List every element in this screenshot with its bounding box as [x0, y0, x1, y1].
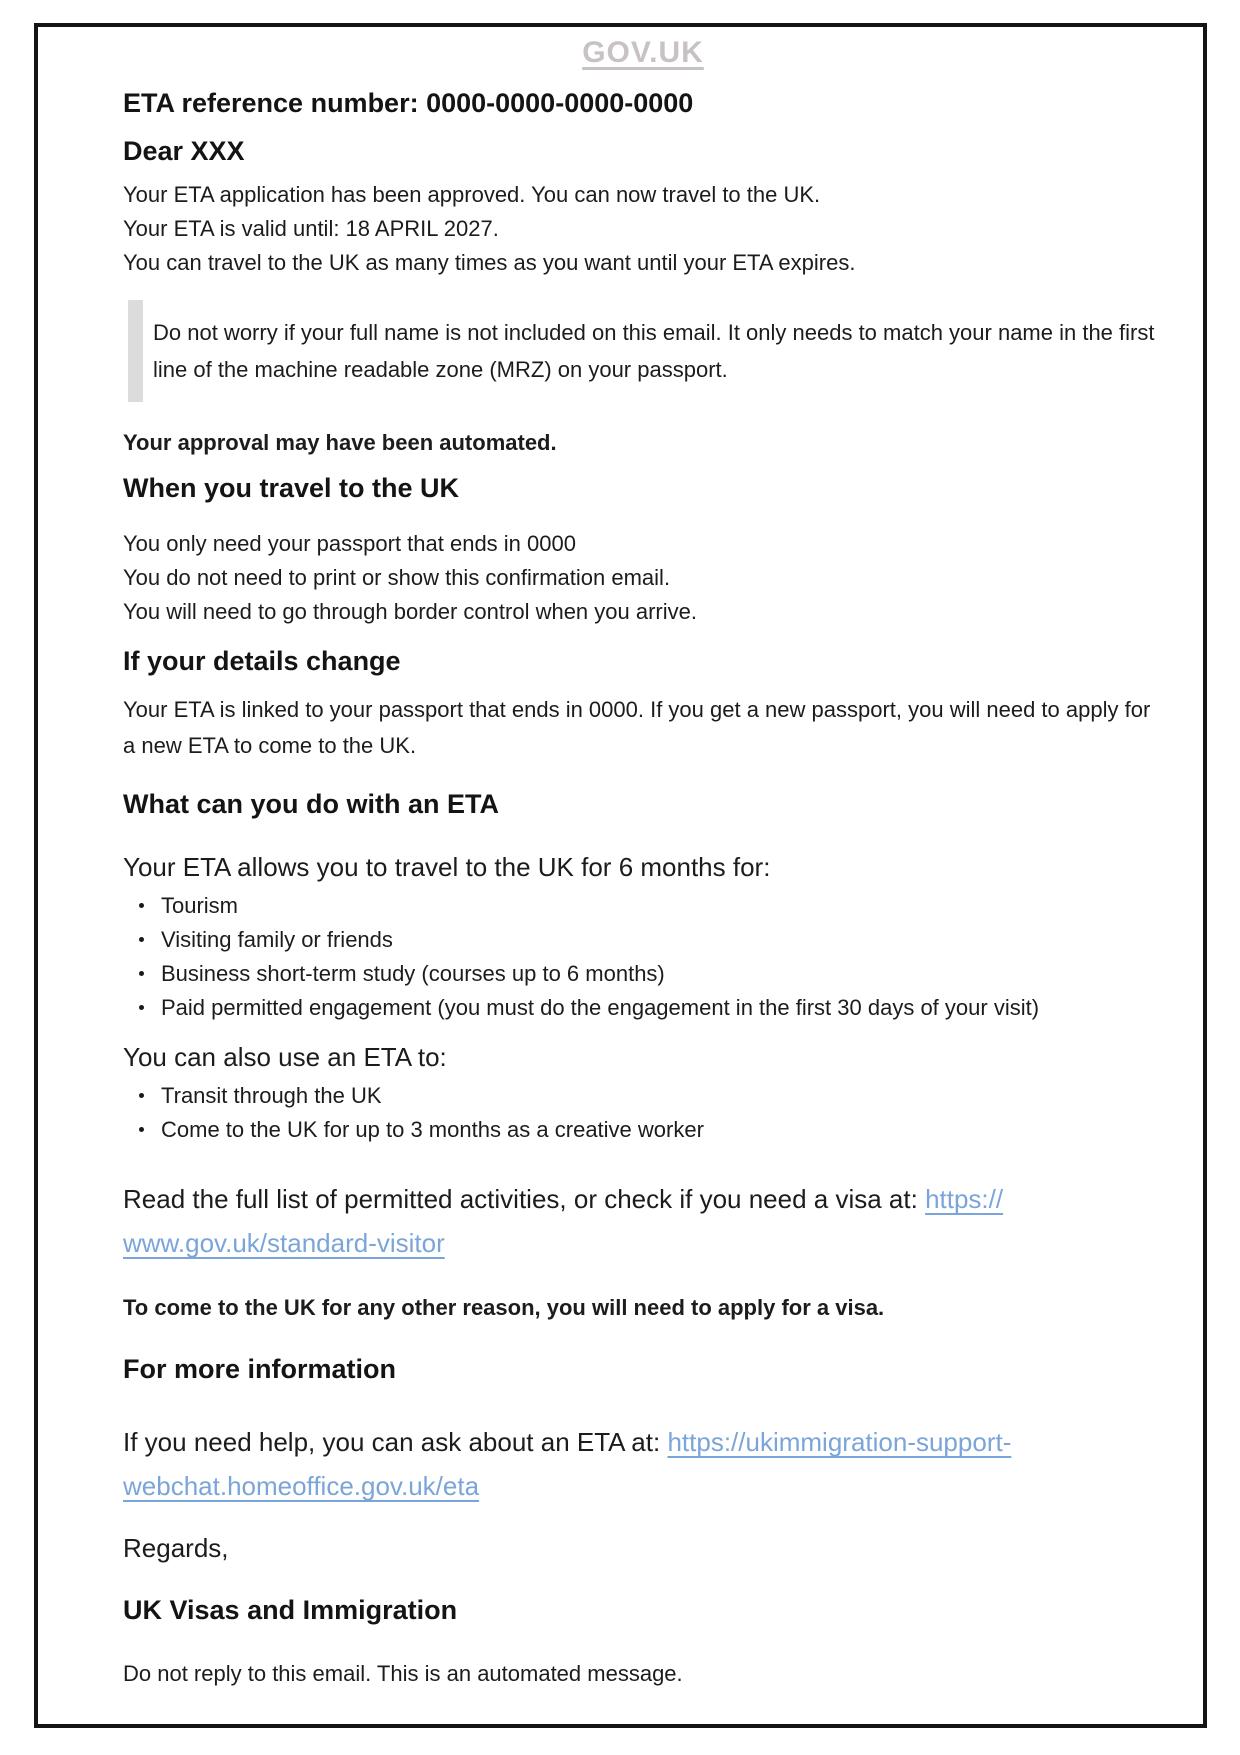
intro-line-valid-until: Your ETA is valid until: 18 APRIL 2027.	[123, 216, 499, 241]
govuk-logo	[123, 35, 1163, 71]
section-heading-more-information: For more information	[123, 1354, 397, 1384]
help-paragraph	[123, 1420, 1163, 1508]
intro-line-approved: Your ETA application has been approved. You can now travel to the UK.	[123, 182, 821, 207]
permitted-activities-paragraph	[123, 1177, 1163, 1265]
automated-approval-note: Your approval may have been automated.	[123, 430, 557, 455]
intro-line-travel-times: You can travel to the UK as many times as you want until your ETA expires.	[123, 250, 856, 275]
eta-reference-heading: ETA reference number: 0000-0000-0000-0000	[123, 88, 694, 118]
signature: UK Visas and Immigration	[123, 1595, 458, 1625]
list-item-transit: Transit through the UK	[123, 1079, 1163, 1113]
webchat-link-continued[interactable]: webchat.homeoffice.gov.uk/eta	[123, 1471, 480, 1501]
list-item-business-study: Business short-term study (courses up to 6 months)	[123, 957, 1163, 991]
travel-line-border-control: You will need to go through border control when you arrive.	[123, 599, 697, 624]
eta-also-list	[123, 1079, 1163, 1147]
eta-also-intro: You can also use an ETA to:	[123, 1042, 447, 1072]
eta-allows-list	[123, 889, 1163, 1025]
govuk-logo-link[interactable]: GOV.UK	[582, 36, 704, 69]
eta-allows-intro: Your ETA allows you to travel to the UK for 6 months for:	[123, 852, 771, 882]
standard-visitor-link-continued[interactable]: www.gov.uk/standard-visitor	[123, 1228, 445, 1258]
email-document-page	[34, 23, 1207, 1728]
permitted-activities-text: Read the full list of permitted activities, or check if you need a visa at:	[123, 1184, 926, 1214]
intro-paragraph	[123, 178, 1163, 280]
webchat-link[interactable]: https://ukimmigration-support-	[667, 1427, 1012, 1457]
footer-note: Do not reply to this email. This is an automated message.	[123, 1661, 683, 1686]
travel-line-passport: You only need your passport that ends in 0000	[123, 531, 576, 556]
section-heading-when-you-travel: When you travel to the UK	[123, 473, 460, 503]
list-item-tourism: Tourism	[123, 889, 1163, 923]
details-change-paragraph: Your ETA is linked to your passport that ends in 0000. If you get a new passport, you will need to apply for a new ETA to come to the UK.	[123, 697, 1151, 758]
help-text: If you need help, you can ask about an ETA at:	[123, 1427, 668, 1457]
salutation: Dear XXX	[123, 136, 245, 166]
travel-line-no-print: You do not need to print or show this confirmation email.	[123, 565, 671, 590]
standard-visitor-link[interactable]: https://	[925, 1184, 1004, 1214]
name-match-note-quote: Do not worry if your full name is not included on this email. It only needs to match your name in the first line of the machine readable zone (MRZ) on your passport.	[123, 300, 1163, 402]
list-item-creative-worker: Come to the UK for up to 3 months as a creative worker	[123, 1113, 1163, 1147]
other-reason-visa-note: To come to the UK for any other reason, you will need to apply for a visa.	[123, 1295, 885, 1320]
travel-instructions	[123, 527, 1163, 629]
signoff: Regards,	[123, 1533, 229, 1563]
list-item-visiting-family: Visiting family or friends	[123, 923, 1163, 957]
section-heading-details-change: If your details change	[123, 646, 401, 676]
list-item-paid-engagement: Paid permitted engagement (you must do the engagement in the first 30 days of your visit)	[123, 991, 1163, 1025]
section-heading-what-can-you-do: What can you do with an ETA	[123, 789, 499, 819]
